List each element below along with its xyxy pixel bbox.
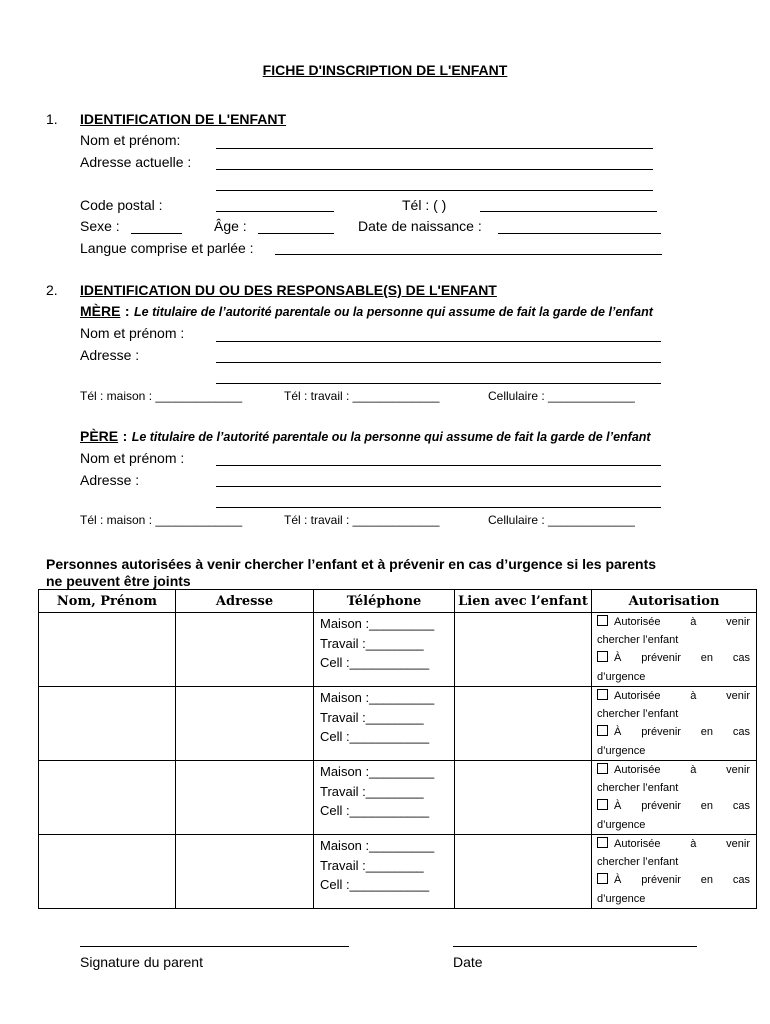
- section-1-heading: IDENTIFICATION DE L'ENFANT: [80, 111, 287, 127]
- authorized-heading-line-1: Personnes autorisées à venir chercher l’enfant et à prévenir en cas d’urgence si les parents: [46, 556, 657, 572]
- notify-option[interactable]: [597, 649, 750, 667]
- mother-label: MÈRE: [80, 303, 121, 319]
- notify-label: À prévenir en cas: [614, 726, 750, 739]
- notify-option[interactable]: [597, 797, 750, 815]
- phone-work-line: Travail :________: [320, 635, 424, 651]
- pickup-checkbox[interactable]: [597, 837, 608, 848]
- language-label: Langue comprise et parlée :: [80, 240, 254, 256]
- table-row: [39, 687, 757, 761]
- father-tel-home[interactable]: Tél : maison : _____________: [80, 513, 243, 527]
- notify-checkbox[interactable]: [597, 725, 608, 736]
- page-title: FICHE D'INSCRIPTION DE L'ENFANT: [262, 62, 508, 78]
- pickup-label-cont: chercher l’enfant: [597, 634, 679, 647]
- pickup-label: Autorisée à venir: [614, 764, 750, 776]
- phone-cell-line: Cell :___________: [320, 729, 430, 744]
- phone-work-line: Travail :________: [320, 709, 424, 725]
- pickup-option[interactable]: [597, 835, 750, 853]
- mother-colon: :: [124, 303, 130, 319]
- notify-checkbox[interactable]: [597, 651, 608, 662]
- table-row: [39, 835, 757, 909]
- phone-home-line: Maison :_________: [320, 838, 435, 853]
- section-1-number: 1.: [46, 111, 58, 127]
- father-name-label: Nom et prénom :: [80, 450, 185, 466]
- address-cell[interactable]: [176, 687, 314, 761]
- pickup-label-cont: chercher l’enfant: [597, 782, 679, 795]
- age-field[interactable]: [258, 233, 334, 234]
- mother-address-label: Adresse :: [80, 347, 140, 363]
- name-cell[interactable]: [39, 613, 176, 687]
- authorization-cell: [592, 835, 757, 909]
- notify-label-cont: d’urgence: [597, 744, 646, 757]
- authorization-cell: [592, 613, 757, 687]
- child-address-field-1[interactable]: [216, 169, 653, 170]
- phone-cell-line: Cell :___________: [320, 877, 430, 892]
- notify-checkbox[interactable]: [597, 799, 608, 810]
- name-cell[interactable]: [39, 687, 176, 761]
- mother-guardian-note: Le titulaire de l’autorité parentale ou la personne qui assume de fait la garde de l’enfant: [134, 305, 653, 319]
- notify-label-cont: d’urgence: [597, 818, 646, 831]
- phone-cell[interactable]: [314, 687, 455, 761]
- pickup-checkbox[interactable]: [597, 615, 608, 626]
- father-label: PÈRE: [80, 428, 119, 444]
- mother-heading: [80, 303, 653, 321]
- phone-work-line: Travail :________: [320, 857, 424, 873]
- pickup-option[interactable]: [597, 613, 750, 631]
- mother-name-field[interactable]: [216, 341, 661, 342]
- pickup-label: Autorisée à venir: [614, 616, 750, 628]
- relation-cell[interactable]: [455, 835, 592, 909]
- phone-cell[interactable]: [314, 613, 455, 687]
- authorization-cell: [592, 761, 757, 835]
- sex-label: Sexe :: [80, 218, 120, 234]
- phone-cell[interactable]: [314, 761, 455, 835]
- table-header-row: [39, 590, 757, 613]
- father-address-field-1[interactable]: [216, 486, 661, 487]
- pickup-label: Autorisée à venir: [614, 690, 750, 702]
- name-cell[interactable]: [39, 761, 176, 835]
- phone-home-line: Maison :_________: [320, 690, 435, 705]
- notify-option[interactable]: [597, 871, 750, 889]
- table-row: [39, 761, 757, 835]
- section-2-heading: IDENTIFICATION DU OU DES RESPONSABLE(S) DE L'ENFANT: [80, 282, 497, 298]
- postal-code-label: Code postal :: [80, 197, 163, 213]
- column-header-name: Nom, Prénom: [39, 590, 176, 613]
- relation-cell[interactable]: [455, 613, 592, 687]
- child-name-label: Nom et prénom:: [80, 132, 181, 148]
- signature-label: Signature du parent: [80, 954, 203, 970]
- phone-home-line: Maison :_________: [320, 764, 435, 779]
- authorized-persons-table: [38, 589, 757, 909]
- notify-checkbox[interactable]: [597, 873, 608, 884]
- address-cell[interactable]: [176, 835, 314, 909]
- pickup-option[interactable]: [597, 687, 750, 705]
- sex-field[interactable]: [131, 233, 182, 234]
- date-label: Date: [453, 954, 483, 970]
- relation-cell[interactable]: [455, 687, 592, 761]
- birth-date-field[interactable]: [498, 233, 661, 234]
- pickup-checkbox[interactable]: [597, 763, 608, 774]
- column-header-address: Adresse: [176, 590, 314, 613]
- notify-label-cont: d’urgence: [597, 670, 646, 683]
- child-tel-field[interactable]: [480, 211, 657, 212]
- section-2-number: 2.: [46, 282, 58, 298]
- relation-cell[interactable]: [455, 761, 592, 835]
- signature-line[interactable]: [80, 946, 349, 947]
- phone-work-line: Travail :________: [320, 783, 424, 799]
- authorized-heading-line-2: ne peuvent être joints: [46, 573, 191, 589]
- column-header-phone: Téléphone: [314, 590, 455, 613]
- mother-tel-work[interactable]: Tél : travail : _____________: [284, 389, 440, 403]
- child-address-field-2[interactable]: [216, 190, 653, 191]
- column-header-relation: Lien avec l’enfant: [455, 590, 592, 613]
- authorization-cell: [592, 687, 757, 761]
- age-label: Âge :: [214, 218, 247, 234]
- language-field[interactable]: [275, 254, 662, 255]
- mother-name-label: Nom et prénom :: [80, 325, 185, 341]
- father-guardian-note: Le titulaire de l’autorité parentale ou la personne qui assume de fait la garde de l’enfant: [131, 430, 651, 444]
- notify-label: À prévenir en cas: [614, 652, 750, 665]
- birth-date-label: Date de naissance :: [358, 218, 482, 234]
- notify-option[interactable]: [597, 723, 750, 741]
- child-tel-label: Tél : ( ): [402, 197, 447, 213]
- phone-cell-line: Cell :___________: [320, 803, 430, 818]
- mother-address-field-1[interactable]: [216, 362, 661, 363]
- notify-label: À prévenir en cas: [614, 800, 750, 813]
- phone-cell-line: Cell :___________: [320, 655, 430, 670]
- pickup-checkbox[interactable]: [597, 689, 608, 700]
- column-header-authorization: Autorisation: [592, 590, 757, 613]
- father-cell[interactable]: Cellulaire : _____________: [488, 513, 635, 527]
- address-cell[interactable]: [176, 761, 314, 835]
- notify-label-cont: d’urgence: [597, 892, 646, 905]
- father-address-field-2[interactable]: [216, 507, 661, 508]
- pickup-label-cont: chercher l’enfant: [597, 708, 679, 721]
- phone-cell[interactable]: [314, 835, 455, 909]
- father-heading: [80, 428, 651, 446]
- date-line[interactable]: [453, 946, 697, 947]
- postal-code-field[interactable]: [216, 211, 334, 212]
- father-colon: :: [122, 428, 128, 444]
- phone-home-line: Maison :_________: [320, 616, 435, 631]
- table-row: [39, 613, 757, 687]
- father-address-label: Adresse :: [80, 472, 140, 488]
- pickup-label-cont: chercher l’enfant: [597, 856, 679, 869]
- mother-cell[interactable]: Cellulaire : _____________: [488, 389, 635, 403]
- pickup-option[interactable]: [597, 761, 750, 779]
- pickup-label: Autorisée à venir: [614, 838, 750, 850]
- child-address-label: Adresse actuelle :: [80, 154, 192, 170]
- father-name-field[interactable]: [216, 465, 661, 466]
- mother-address-field-2[interactable]: [216, 383, 661, 384]
- father-tel-work[interactable]: Tél : travail : _____________: [284, 513, 440, 527]
- name-cell[interactable]: [39, 835, 176, 909]
- mother-tel-home[interactable]: Tél : maison : _____________: [80, 389, 243, 403]
- child-name-field[interactable]: [216, 148, 653, 149]
- address-cell[interactable]: [176, 613, 314, 687]
- notify-label: À prévenir en cas: [614, 874, 750, 887]
